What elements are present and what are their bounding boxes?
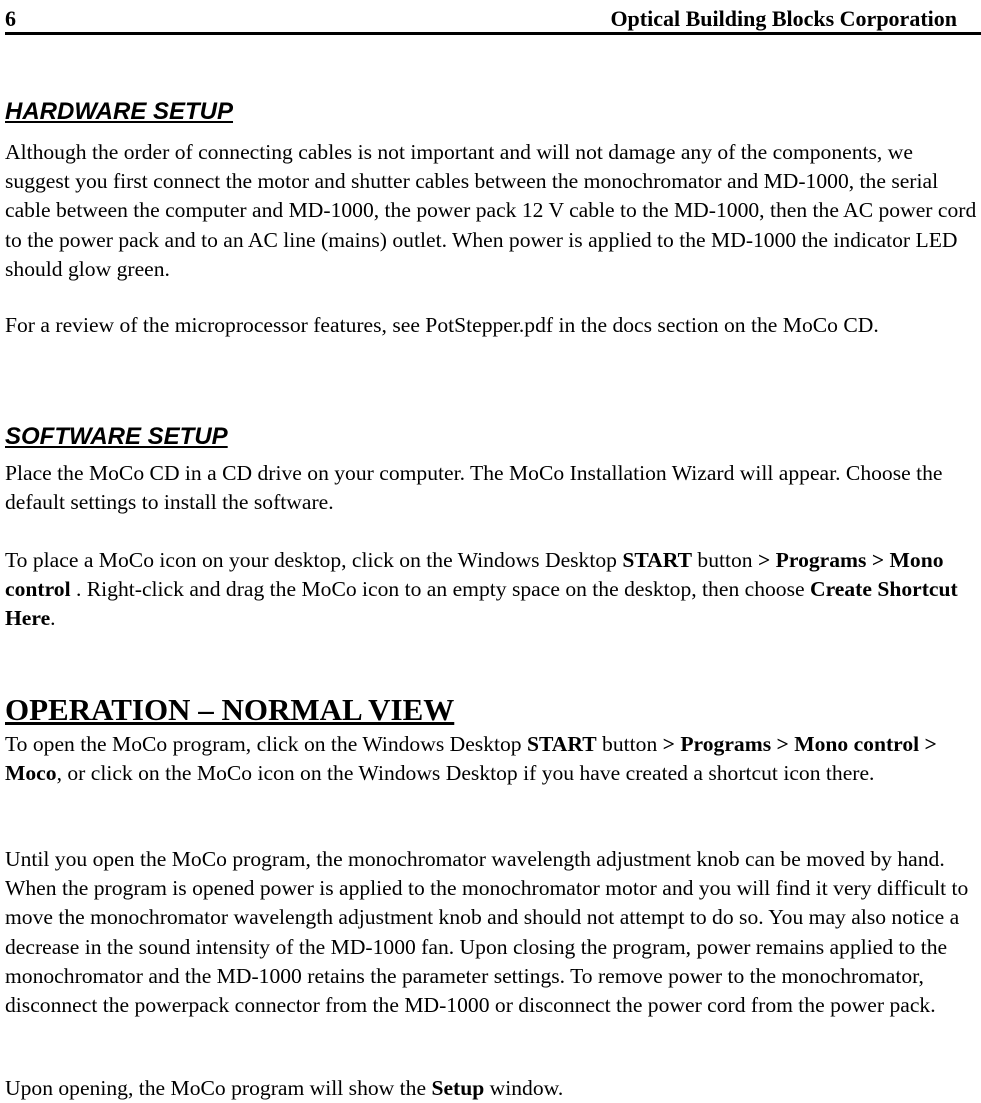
paragraph-hardware-review: For a review of the microprocessor features, see PotStepper.pdf in the docs section on the MoCo CD. — [5, 313, 879, 337]
heading-hardware-setup: HARDWARE SETUP — [5, 98, 234, 125]
heading-operation-normal-view: OPERATION – NORMAL VIEW — [5, 692, 455, 727]
page-number: 6 — [5, 6, 16, 31]
paragraph-operation-open: To open the MoCo program, click on the Windows Desktop START button > Programs > Mono control > Moco, or click on the MoCo icon on the Windows Desktop if you have created a shortcut icon there. — [5, 732, 937, 786]
paragraph-software-shortcut: To place a MoCo icon on your desktop, click on the Windows Desktop START button > Programs > Mono control . Right-click and drag the MoCo icon to an empty space on the desktop, then choose Create Shortcut Here. — [5, 548, 958, 631]
paragraph-operation-power: Until you open the MoCo program, the monochromator wavelength adjustment knob can be moved by hand. When the program is opened power is applied to the monochromator motor and you will find it very difficult to move the monochromator wavelength adjustment knob and should not attempt to do so. You may also notice a decrease in the sound intensity of the MD-1000 fan. Upon closing the program, power remains applied to the monochromator and the MD-1000 retains the parameter settings. To remove power to the monochromator, disconnect the powerpack connector from the MD-1000 or disconnect the power cord from the power pack. — [5, 847, 969, 1018]
paragraph-hardware-cables: Although the order of connecting cables is not important and will not damage any of the components, we suggest you first connect the motor and shutter cables between the monochromator and MD-1000, the serial cable between the computer and MD-1000, the power pack 12 V cable to the MD-1000, then the AC power cord to the power pack and to an AC line (mains) outlet. When power is applied to the MD-1000 the indicator LED should glow green. — [5, 140, 977, 281]
page-header — [5, 3, 981, 35]
paragraph-operation-setup-window: Upon opening, the MoCo program will show the Setup window. — [5, 1076, 564, 1100]
paragraph-software-install: Place the MoCo CD in a CD drive on your computer. The MoCo Installation Wizard will appear. Choose the default settings to install the software. — [5, 461, 943, 515]
company-name: Optical Building Blocks Corporation — [610, 6, 957, 31]
heading-software-setup: SOFTWARE SETUP — [5, 423, 228, 450]
